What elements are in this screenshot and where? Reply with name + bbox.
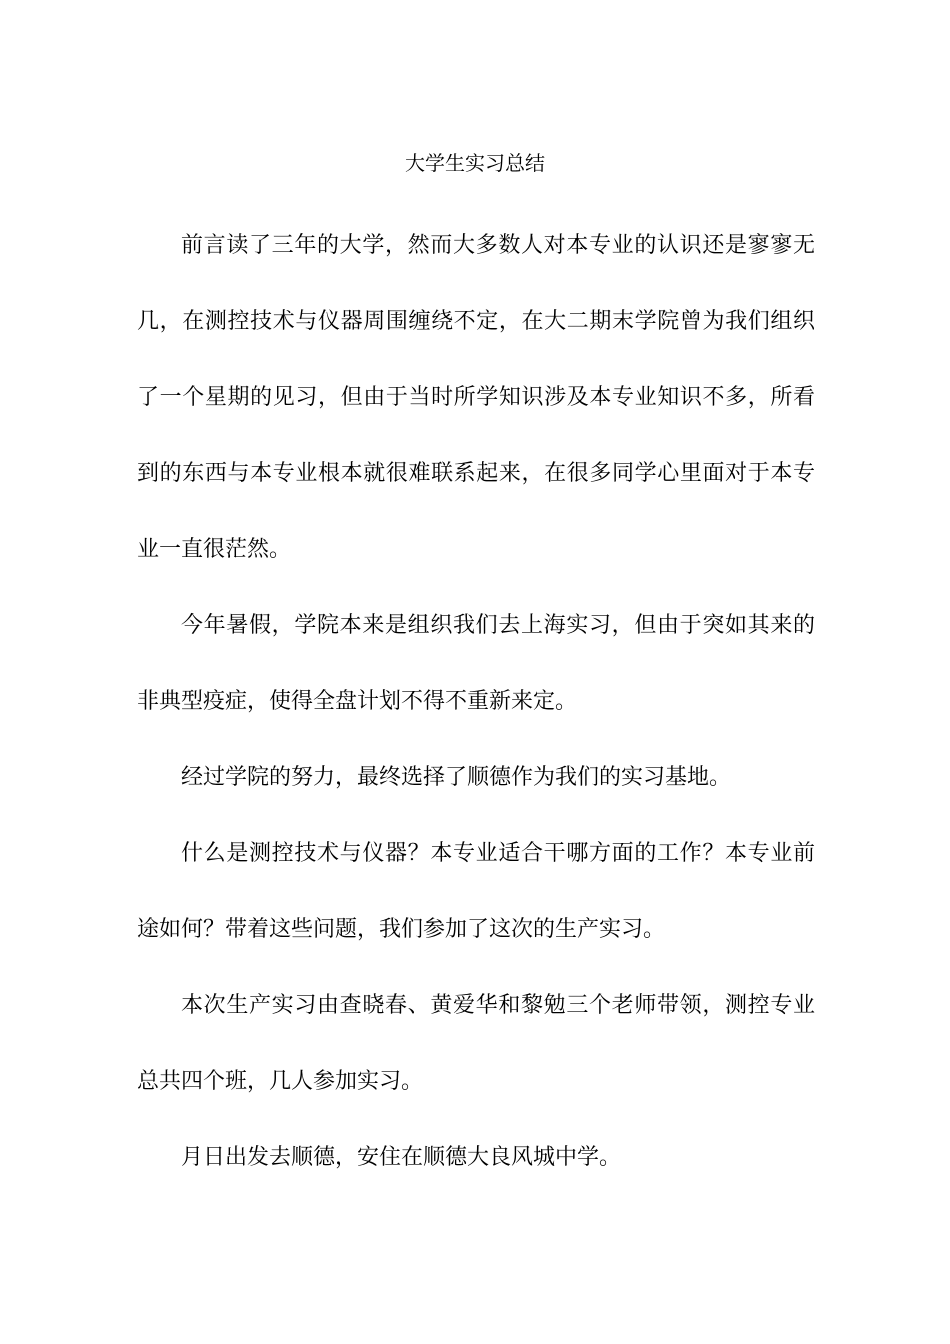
paragraph-preface: 前言读了三年的大学，然而大多数人对本专业的认识还是寥寥无几，在测控技术与仪器周围缠绕不定，在大二期末学院曾为我们组织了一个星期的见习，但由于当时所学知识涉及本专业知识不多，所看到的东西与本专业根本就很难联系起来，在很多同学心里面对于本专业一直很茫然。 bbox=[137, 233, 815, 562]
document-body bbox=[137, 208, 815, 1196]
paragraph-base-selection: 经过学院的努力，最终选择了顺德作为我们的实习基地。 bbox=[181, 765, 732, 790]
paragraph-departure: 月日出发去顺德，安住在顺德大良风城中学。 bbox=[181, 1145, 622, 1170]
document-title: 大学生实习总结 bbox=[405, 151, 545, 175]
paragraph-teachers: 本次生产实习由查晓春、黄爱华和黎勉三个老师带领，测控专业总共四个班，几人参加实习。 bbox=[137, 993, 815, 1094]
paragraph-questions: 什么是测控技术与仪器？本专业适合干哪方面的工作？本专业前途如何？带着这些问题，我们参加了这次的生产实习。 bbox=[137, 841, 815, 942]
paragraph-summer-plan: 今年暑假，学院本来是组织我们去上海实习，但由于突如其来的非典型疫症，使得全盘计划不得不重新来定。 bbox=[137, 613, 815, 714]
